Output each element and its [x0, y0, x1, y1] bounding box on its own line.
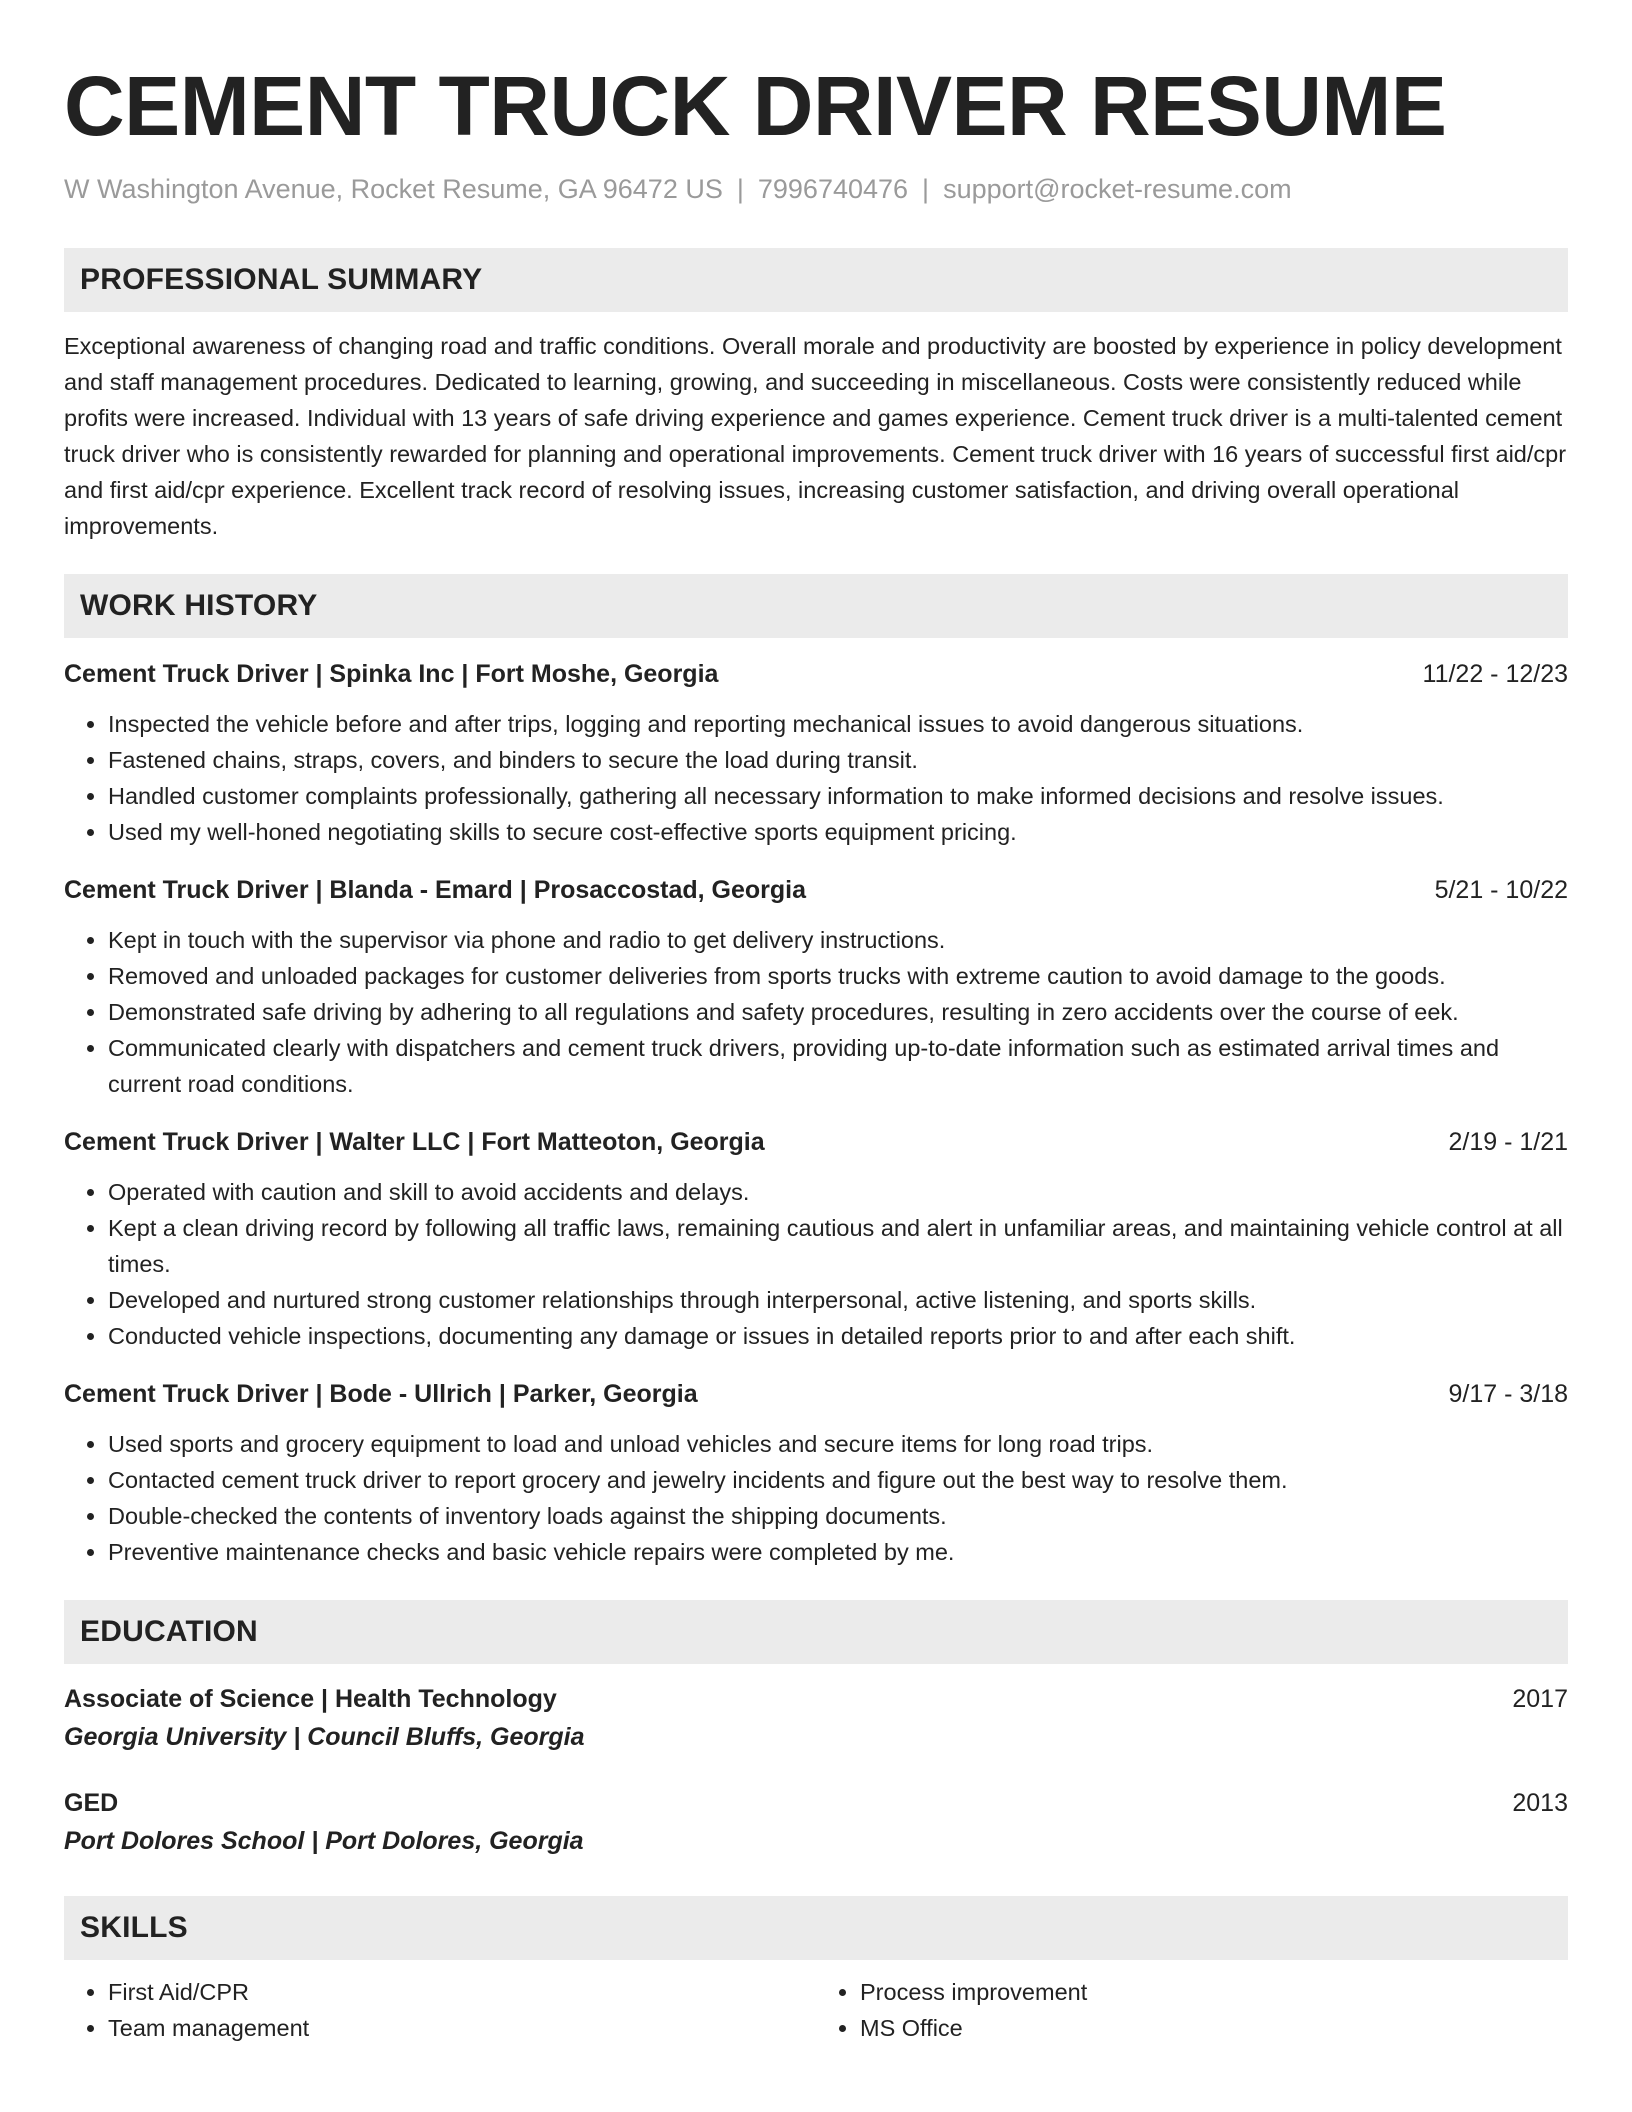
skill-item: • MS Office [860, 2010, 1568, 2046]
job-bullet: • Developed and nurtured strong customer relationships through interpersonal, active listening, and sports skills. [108, 1282, 1568, 1318]
job-header [64, 1376, 1568, 1412]
contact-separator: | [922, 174, 930, 204]
skills-column-right [816, 1974, 1568, 2046]
job-header [64, 656, 1568, 692]
section-header-summary: PROFESSIONAL SUMMARY [64, 248, 1568, 312]
section-header-skills: SKILLS [64, 1896, 1568, 1960]
summary-paragraph: Exceptional awareness of changing road and traffic conditions. Overall morale and productivity are boosted by experience in policy development and staff management procedures. Dedicated to learning, growing, and succeeding in miscellaneous. Costs were consistently reduced while profits were increased. Individual with 13 years of safe driving experience and games experience. Cement truck driver is a multi-talented cement truck driver who is consistently rewarded for planning and operational improvements. Cement truck driver with 16 years of successful first aid/cpr and first aid/cpr experience. Excellent track record of resolving issues, increasing customer satisfaction, and driving overall operational improvements. [64, 333, 1567, 539]
job-entry [64, 1124, 1568, 1354]
job-bullet: • Fastened chains, straps, covers, and binders to secure the load during transit. [108, 742, 1568, 778]
job-title: Cement Truck Driver | Blanda - Emard | Prosaccostad, Georgia [64, 876, 807, 904]
skill-item: • Process improvement [860, 1974, 1568, 2010]
job-bullet: • Kept a clean driving record by following all traffic laws, remaining cautious and alert in unfamiliar areas, and maintaining vehicle control at all times. [108, 1210, 1568, 1282]
job-bullet: • Demonstrated safe driving by adhering to all regulations and safety procedures, resulting in zero accidents over the course of eek. [108, 994, 1568, 1030]
job-entry [64, 656, 1568, 850]
education-entry [64, 1680, 1568, 1756]
contact-line [64, 172, 1568, 206]
education-entry [64, 1784, 1568, 1860]
job-bullet: • Handled customer complaints professionally, gathering all necessary information to make informed decisions and resolve issues. [108, 778, 1568, 814]
skill-item: • First Aid/CPR [108, 1974, 816, 2010]
education-school: Port Dolores School | Port Dolores, Georgia [64, 1827, 584, 1855]
education-degree: Associate of Science | Health Technology [64, 1685, 557, 1713]
job-entry [64, 872, 1568, 1102]
job-bullet: • Preventive maintenance checks and basic vehicle repairs were completed by me. [108, 1534, 1568, 1570]
education-degree: GED [64, 1789, 119, 1817]
contact-phone: 7996740476 [757, 174, 909, 204]
job-bullet: • Kept in touch with the supervisor via phone and radio to get delivery instructions. [108, 922, 1568, 958]
job-bullets [64, 1426, 1568, 1570]
job-dates: 11/22 - 12/23 [1422, 660, 1568, 688]
education-school: Georgia University | Council Bluffs, Georgia [64, 1723, 585, 1751]
section-header-work-history: WORK HISTORY [64, 574, 1568, 638]
resume-page [64, 58, 1568, 2046]
job-header [64, 872, 1568, 908]
job-title: Cement Truck Driver | Spinka Inc | Fort Moshe, Georgia [64, 660, 719, 688]
job-entry [64, 1376, 1568, 1570]
resume-title: CEMENT TRUCK DRIVER RESUME [64, 59, 1447, 153]
education-year: 2017 [1512, 1685, 1568, 1713]
contact-email: support@rocket-resume.com [943, 174, 1292, 204]
skills-list [64, 1974, 1568, 2046]
education-header [64, 1784, 1568, 1822]
job-bullets [64, 706, 1568, 850]
section-header-education: EDUCATION [64, 1600, 1568, 1664]
job-bullet: • Used sports and grocery equipment to load and unload vehicles and secure items for long road trips. [108, 1426, 1568, 1462]
education-header [64, 1680, 1568, 1718]
job-bullets [64, 922, 1568, 1102]
job-title: Cement Truck Driver | Walter LLC | Fort Matteoton, Georgia [64, 1128, 765, 1156]
job-bullet: • Double-checked the contents of inventory loads against the shipping documents. [108, 1498, 1568, 1534]
job-dates: 9/17 - 3/18 [1448, 1380, 1568, 1408]
job-bullet: • Communicated clearly with dispatchers and cement truck drivers, providing up-to-date information such as estimated arrival times and current road conditions. [108, 1030, 1568, 1102]
job-bullet: • Inspected the vehicle before and after trips, logging and reporting mechanical issues to avoid dangerous situations. [108, 706, 1568, 742]
contact-separator: | [736, 174, 744, 204]
skill-item: • Team management [108, 2010, 816, 2046]
job-bullet: • Contacted cement truck driver to report grocery and jewelry incidents and figure out the best way to resolve them. [108, 1462, 1568, 1498]
contact-address: W Washington Avenue, Rocket Resume, GA 96472 US [64, 174, 723, 204]
job-dates: 2/19 - 1/21 [1448, 1128, 1568, 1156]
job-title: Cement Truck Driver | Bode - Ullrich | Parker, Georgia [64, 1380, 698, 1408]
job-bullets [64, 1174, 1568, 1354]
job-header [64, 1124, 1568, 1160]
job-bullet: • Conducted vehicle inspections, documenting any damage or issues in detailed reports prior to and after each shift. [108, 1318, 1568, 1354]
education-year: 2013 [1512, 1789, 1568, 1817]
job-bullet: • Used my well-honed negotiating skills to secure cost-effective sports equipment pricing. [108, 814, 1568, 850]
job-dates: 5/21 - 10/22 [1434, 876, 1568, 904]
skills-column-left [64, 1974, 816, 2046]
job-bullet: • Removed and unloaded packages for customer deliveries from sports trucks with extreme caution to avoid damage to the goods. [108, 958, 1568, 994]
job-bullet: • Operated with caution and skill to avoid accidents and delays. [108, 1174, 1568, 1210]
